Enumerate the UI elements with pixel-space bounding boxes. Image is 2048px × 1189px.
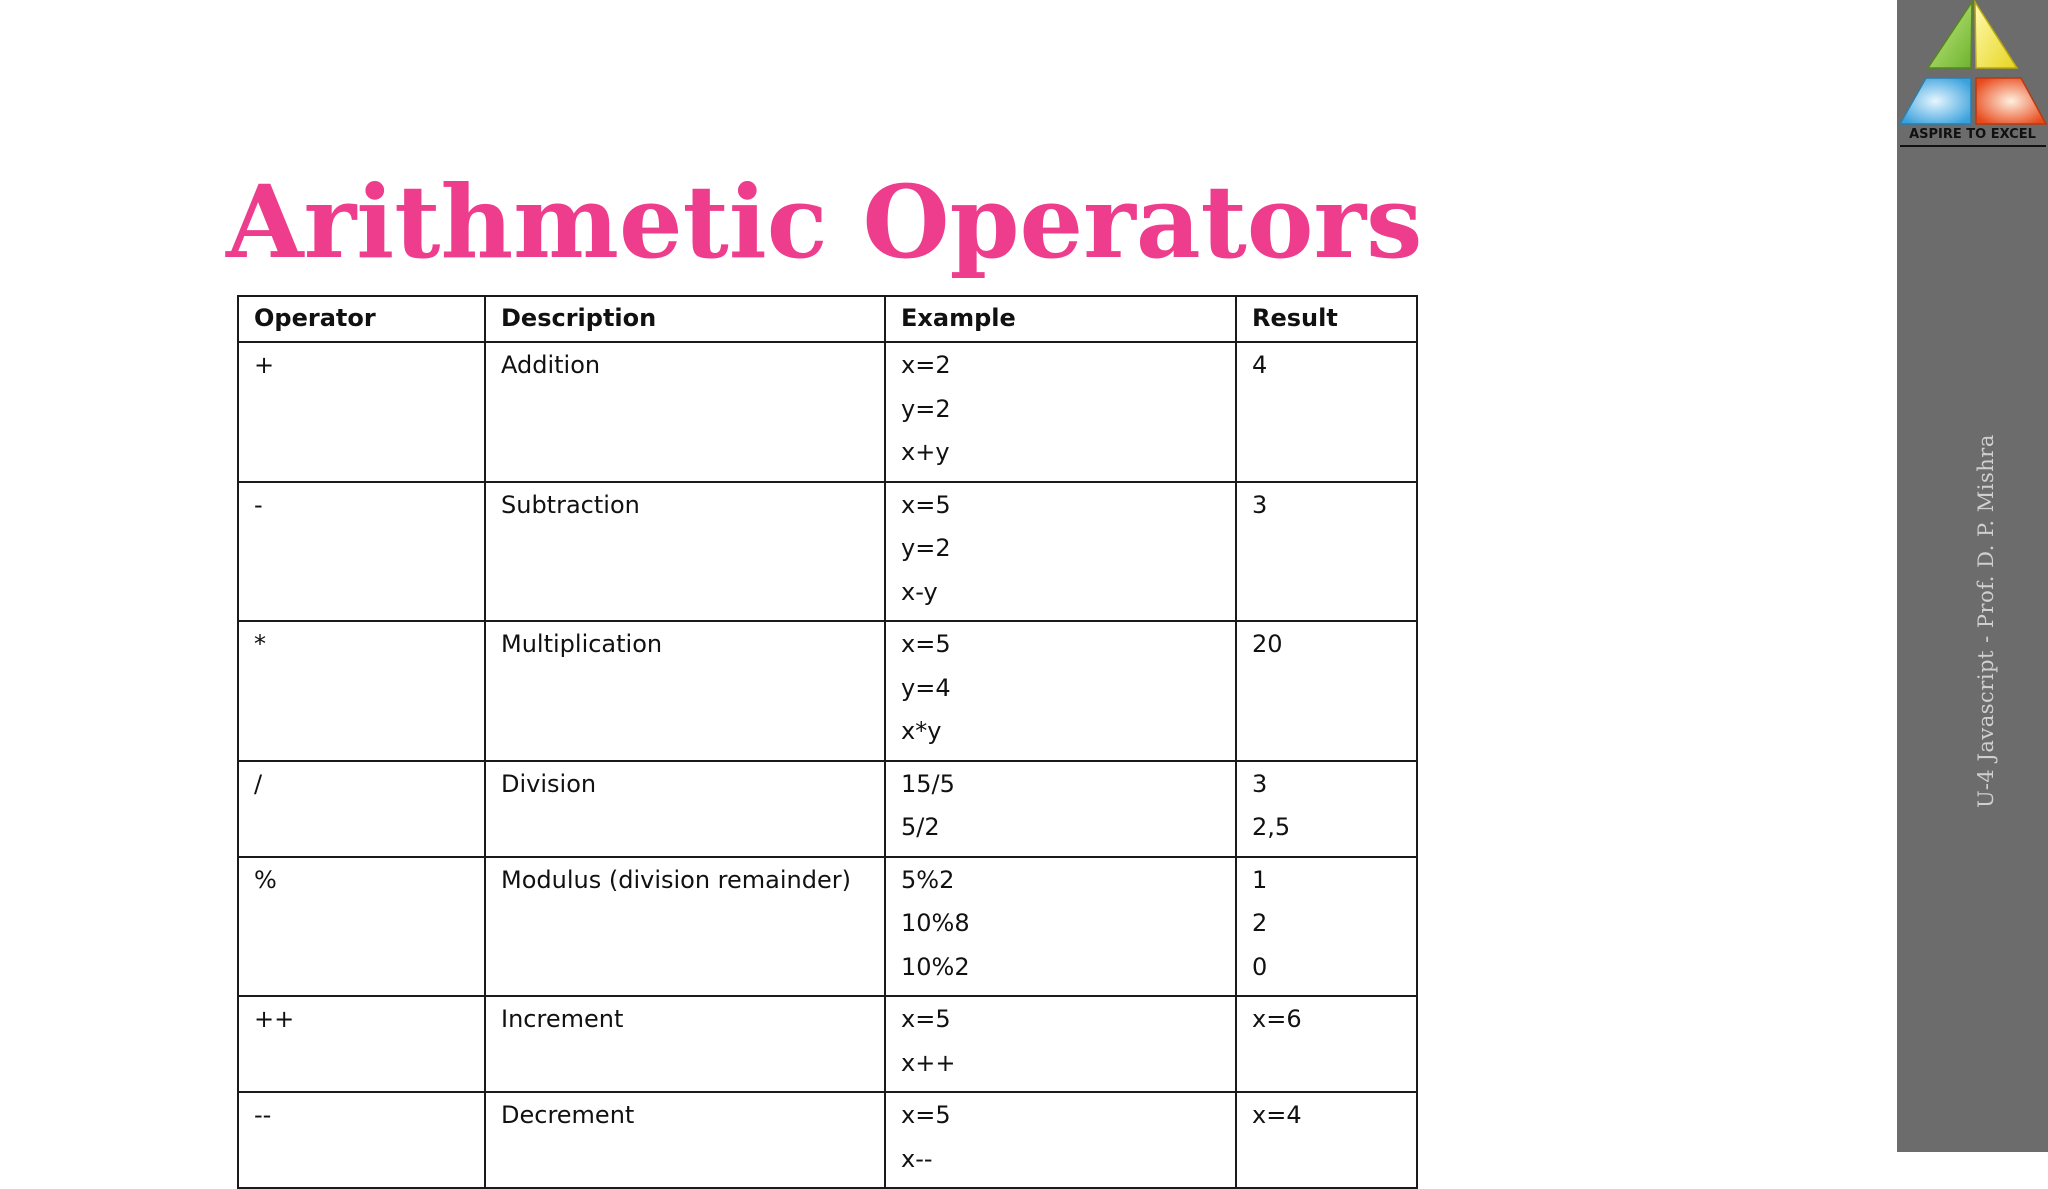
example-cell bbox=[885, 1092, 1236, 1188]
example-line: 10%8 bbox=[901, 909, 970, 937]
operator-cell bbox=[238, 482, 485, 622]
operator-symbol: -- bbox=[254, 1101, 272, 1129]
example-line: x=5 bbox=[901, 1101, 951, 1129]
operator-cell bbox=[238, 621, 485, 761]
operator-cell bbox=[238, 761, 485, 857]
operator-cell bbox=[238, 857, 485, 997]
side-footer-label: U-4 Javascript - Prof. D. P. Mishra bbox=[1974, 434, 1998, 808]
example-line: x=5 bbox=[901, 490, 951, 519]
example-line: y=2 bbox=[901, 534, 951, 562]
example-line: x++ bbox=[901, 1048, 956, 1077]
description-cell bbox=[485, 1092, 885, 1188]
example-line: 5%2 bbox=[901, 865, 955, 894]
result-cell bbox=[1236, 857, 1417, 997]
example-line: y=4 bbox=[901, 673, 951, 702]
table-row bbox=[238, 996, 1417, 1092]
table-row bbox=[238, 761, 1417, 857]
example-line: y=2 bbox=[901, 394, 951, 423]
example-line: x*y bbox=[901, 717, 942, 745]
description-text: Decrement bbox=[501, 1101, 635, 1129]
result-line: 20 bbox=[1252, 630, 1283, 658]
description-text: Increment bbox=[501, 1005, 624, 1033]
example-cell bbox=[885, 482, 1236, 622]
description-cell bbox=[485, 482, 885, 622]
side-bar bbox=[1897, 0, 2048, 1152]
operator-cell bbox=[238, 1092, 485, 1188]
table-body bbox=[238, 342, 1417, 1188]
table-row bbox=[238, 621, 1417, 761]
result-cell bbox=[1236, 1092, 1417, 1188]
table-row bbox=[238, 857, 1417, 997]
example-cell bbox=[885, 621, 1236, 761]
table-row bbox=[238, 342, 1417, 482]
operator-symbol: / bbox=[254, 769, 263, 798]
example-line: x=5 bbox=[901, 630, 951, 658]
result-line: 4 bbox=[1252, 351, 1268, 379]
result-line: 3 bbox=[1252, 769, 1268, 798]
description-cell bbox=[485, 761, 885, 857]
header-description: Description bbox=[485, 296, 885, 342]
operator-symbol: + bbox=[254, 351, 275, 379]
description-cell bbox=[485, 857, 885, 997]
description-cell bbox=[485, 996, 885, 1092]
table-header-row bbox=[238, 296, 1417, 342]
result-line: 2,5 bbox=[1252, 813, 1291, 841]
description-text: Addition bbox=[501, 351, 601, 379]
header-result: Result bbox=[1236, 296, 1417, 342]
description-cell bbox=[485, 342, 885, 482]
result-line: x=4 bbox=[1252, 1101, 1302, 1129]
example-line: x+y bbox=[901, 438, 950, 466]
example-cell bbox=[885, 857, 1236, 997]
example-line: 15/5 bbox=[901, 769, 955, 798]
result-cell bbox=[1236, 621, 1417, 761]
example-cell bbox=[885, 761, 1236, 857]
result-cell bbox=[1236, 761, 1417, 857]
description-cell bbox=[485, 621, 885, 761]
example-line: 10%2 bbox=[901, 952, 970, 981]
example-line: x-y bbox=[901, 577, 938, 606]
example-line: x=2 bbox=[901, 351, 951, 379]
result-line: 2 bbox=[1252, 909, 1268, 937]
operator-symbol: ++ bbox=[254, 1005, 295, 1033]
result-line: x=6 bbox=[1252, 1005, 1302, 1033]
operator-cell bbox=[238, 342, 485, 482]
table-row bbox=[238, 482, 1417, 622]
table-row bbox=[238, 1092, 1417, 1188]
slide-title: Arithmetic Operators bbox=[226, 163, 1423, 281]
operator-cell bbox=[238, 996, 485, 1092]
description-text: Modulus (division remainder) bbox=[501, 865, 851, 894]
operators-table bbox=[237, 295, 1418, 1189]
description-text: Multiplication bbox=[501, 630, 663, 658]
result-line: 1 bbox=[1252, 865, 1268, 894]
result-cell bbox=[1236, 342, 1417, 482]
header-operator: Operator bbox=[238, 296, 485, 342]
example-line: 5/2 bbox=[901, 813, 940, 841]
example-line: x=5 bbox=[901, 1005, 951, 1033]
description-text: Division bbox=[501, 769, 597, 798]
result-cell bbox=[1236, 482, 1417, 622]
result-line: 3 bbox=[1252, 490, 1268, 519]
example-cell bbox=[885, 342, 1236, 482]
result-cell bbox=[1236, 996, 1417, 1092]
header-example: Example bbox=[885, 296, 1236, 342]
example-cell bbox=[885, 996, 1236, 1092]
description-text: Subtraction bbox=[501, 490, 640, 519]
example-line: x-- bbox=[901, 1144, 933, 1173]
result-line: 0 bbox=[1252, 952, 1268, 981]
logo-tagline: ASPIRE TO EXCEL bbox=[1909, 127, 2036, 142]
operator-symbol: % bbox=[254, 865, 277, 894]
operator-symbol: * bbox=[254, 630, 266, 658]
operator-symbol: - bbox=[254, 490, 263, 519]
